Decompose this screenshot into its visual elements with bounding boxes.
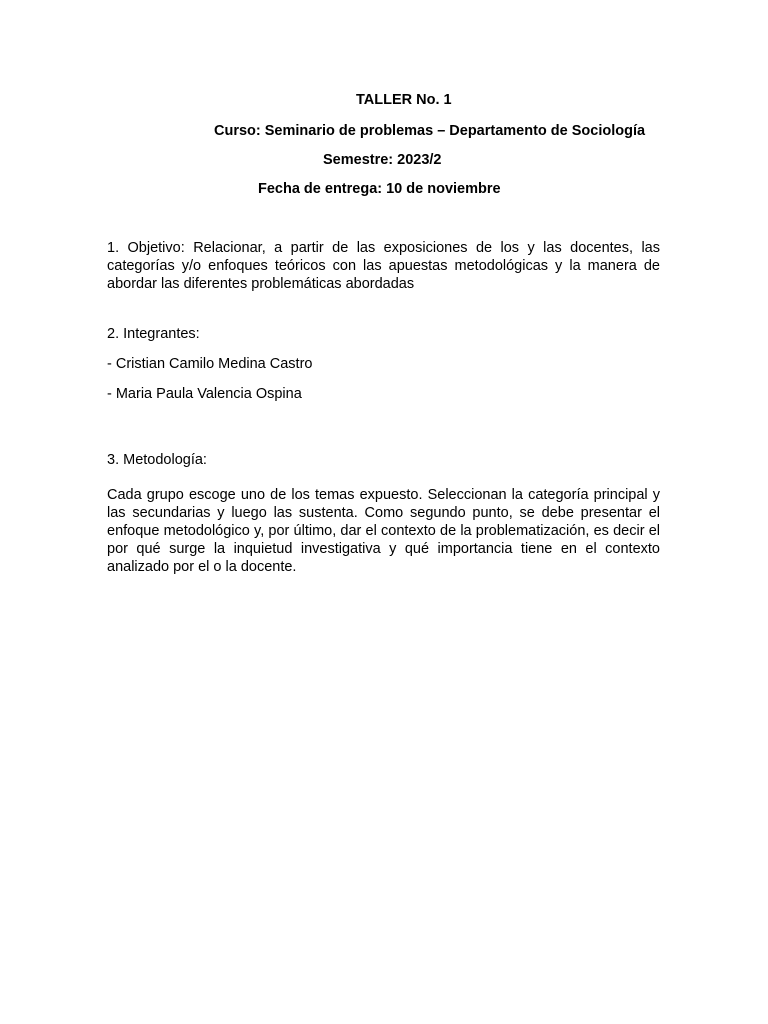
member-item: - Cristian Camilo Medina Castro [107,356,313,372]
semester-line: Semestre: 2023/2 [323,152,442,168]
member-item: - Maria Paula Valencia Ospina [107,386,302,402]
members-heading: 2. Integrantes: [107,326,200,342]
methodology-heading: 3. Metodología: [107,452,207,468]
due-date-line: Fecha de entrega: 10 de noviembre [258,181,501,197]
objective-paragraph: 1. Objetivo: Relacionar, a partir de las exposiciones de los y las docentes, las categorías y/o enfoques teóricos con las apuestas metodológicas y la manera de abordar las diferentes problemáticas abordadas [107,240,660,292]
course-line: Curso: Seminario de problemas – Departamento de Sociología [214,123,646,139]
methodology-paragraph: Cada grupo escoge uno de los temas expuesto. Seleccionan la categoría principal y las secundarias y luego las sustenta. Como segundo punto, se debe presentar el enfoque metodológico y, por último, dar el contexto de la problematización, es decir el por qué surge la inquietud investigativa y qué importancia tiene en el contexto analizado por el o la docente. [107,487,660,575]
document-title: TALLER No. 1 [356,92,452,108]
